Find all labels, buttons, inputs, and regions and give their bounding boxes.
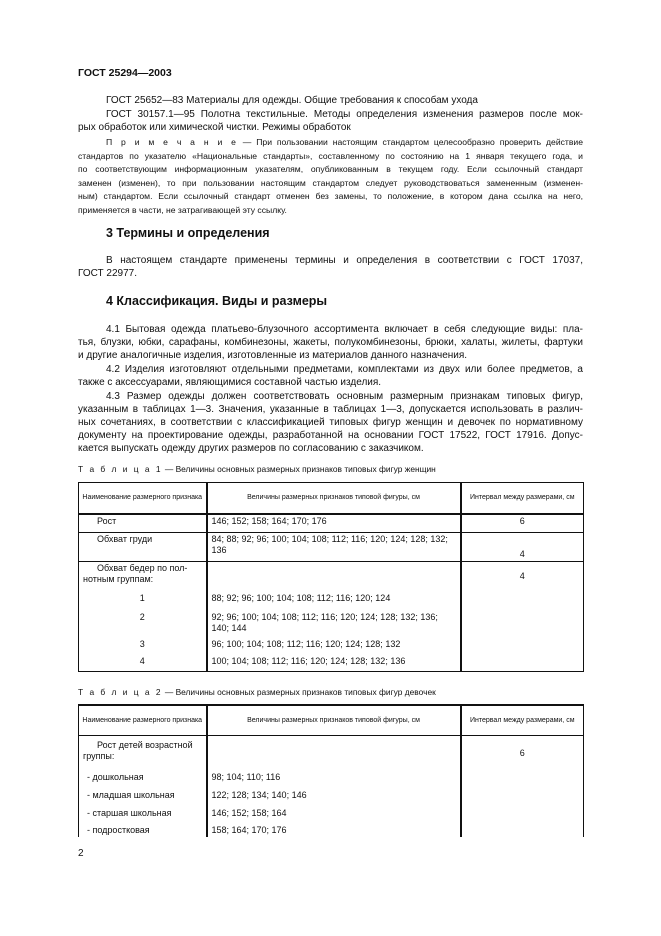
table-row: 2 92; 96; 100; 104; 108; 112; 116; 120; 124; 128; 132; 136; 140; 144: [79, 611, 584, 638]
para-line: и другие аналогичные изделия, изготовленные из материалов данного назначения.: [78, 350, 468, 361]
table-row: 4 100; 104; 108; 112; 116; 120; 124; 128; 132; 136: [79, 655, 584, 672]
note-line: ным) стандартом. Если ссылочный стандарт отменен без замены, то положение, в котором дана ссылка на него,: [78, 191, 583, 201]
table-row: Рост 146; 152; 158; 164; 170; 176 6: [79, 514, 584, 533]
para-line: 4.1 Бытовая одежда платьево-блузочного ассортимента включает в себя следующие виды: пла-: [106, 324, 583, 335]
para-line: указанным в таблицах 1—3. Значения, указанные в таблицах 1—3, допускается использовать в различ-: [78, 404, 583, 415]
table-row: - подростковая 158; 164; 170; 176: [79, 824, 584, 837]
para-line: ных сочетаниях, в соответствии с классификацией типовых фигур женщин и девочек по нормативному: [78, 417, 583, 428]
column-header: Интервал между размерами, см: [461, 705, 584, 735]
table-row: Рост детей возрастной группы: 6: [79, 735, 584, 771]
table-row: - дошкольная 98; 104; 110; 116: [79, 771, 584, 789]
para-line: кается выпускать одежду других размеров по согласованию с заказчиком.: [78, 443, 424, 454]
table-1: [78, 482, 584, 672]
note-line: П р и м е ч а н и е — При пользовании настоящим стандартом целесообразно проверить действие: [106, 137, 583, 147]
para-line: ГОСТ 22977.: [78, 268, 137, 279]
table-row: Обхват груди 84; 88; 92; 96; 100; 104; 108; 112; 116; 120; 124; 128; 132; 136 4: [79, 533, 584, 562]
para-line: также с аксессуарами, являющимися составной частью изделия.: [78, 377, 382, 388]
page-number: 2: [78, 848, 84, 859]
column-header: Величины размерных признаков типовой фигуры, см: [207, 705, 461, 735]
note-label: П р и м е ч а н и е: [106, 137, 238, 147]
para-line: 4.3 Размер одежды должен соответствовать основным размерным признакам типовых фигур,: [106, 391, 583, 402]
table-row: Обхват бедер по пол-нотным группам: 4: [79, 562, 584, 592]
note-line: применяется в части, не затрагивающей эту ссылку.: [78, 205, 287, 215]
section-4-heading: 4 Классификация. Виды и размеры: [106, 294, 328, 308]
note-line: стандартов по указателю «Национальные стандарты», составленному по состоянию на 1 января текущего года, и: [78, 151, 583, 161]
document-header: ГОСТ 25294—2003: [78, 67, 172, 79]
para-line: документу на проектирование одежды, разработанной на основании ГОСТ 17522, ГОСТ 17916. Допус-: [78, 430, 583, 441]
ref-line: ГОСТ 30157.1—95 Полотна текстильные. Методы определения изменения размеров после мок-: [106, 109, 583, 120]
table-2-caption: Т а б л и ц а 2 — Величины основных размерных признаков типовых фигур девочек: [78, 687, 436, 697]
ref-line: ГОСТ 25652—83 Материалы для одежды. Общие требования к способам ухода: [106, 95, 478, 106]
table-2: [78, 704, 584, 837]
table-1-caption: Т а б л и ц а 1 — Величины основных размерных признаков типовых фигур женщин: [78, 464, 436, 474]
table-row: 3 96; 100; 104; 108; 112; 116; 120; 124; 128; 132: [79, 638, 584, 655]
column-header: Величины размерных признаков типовой фигуры, см: [207, 483, 461, 514]
column-header: Наименование размерного признака: [79, 483, 207, 514]
ref-line: рых обработок или химической чистки. Режимы обработок: [78, 122, 351, 133]
column-header: Интервал между размерами, см: [461, 483, 584, 514]
para-line: тья, блузки, юбки, сарафаны, комбинезоны, жакеты, полукомбинезоны, брюки, халаты, жилеты, фартуки: [78, 337, 583, 348]
para-line: В настоящем стандарте применены термины и определения в соответствии с ГОСТ 17037,: [106, 255, 583, 266]
note-line: по соответствующим информационным указателям, опубликованным в текущем году. Если ссылочный стандарт: [78, 164, 583, 174]
section-3-heading: 3 Термины и определения: [106, 226, 270, 240]
note-line: заменен (изменен), то при пользовании настоящим стандартом следует руководствоваться замененным (изменен-: [78, 178, 583, 188]
para-line: 4.2 Изделия изготовляют отдельными предметами, комплектами из двух или более предметов, а: [106, 364, 583, 375]
table-row: 1 88; 92; 96; 100; 104; 108; 112; 116; 120; 124: [79, 592, 584, 611]
table-row: - старшая школьная 146; 152; 158; 164: [79, 807, 584, 824]
table-row: - младшая школьная 122; 128; 134; 140; 146: [79, 789, 584, 807]
column-header: Наименование размерного признака: [79, 705, 207, 735]
